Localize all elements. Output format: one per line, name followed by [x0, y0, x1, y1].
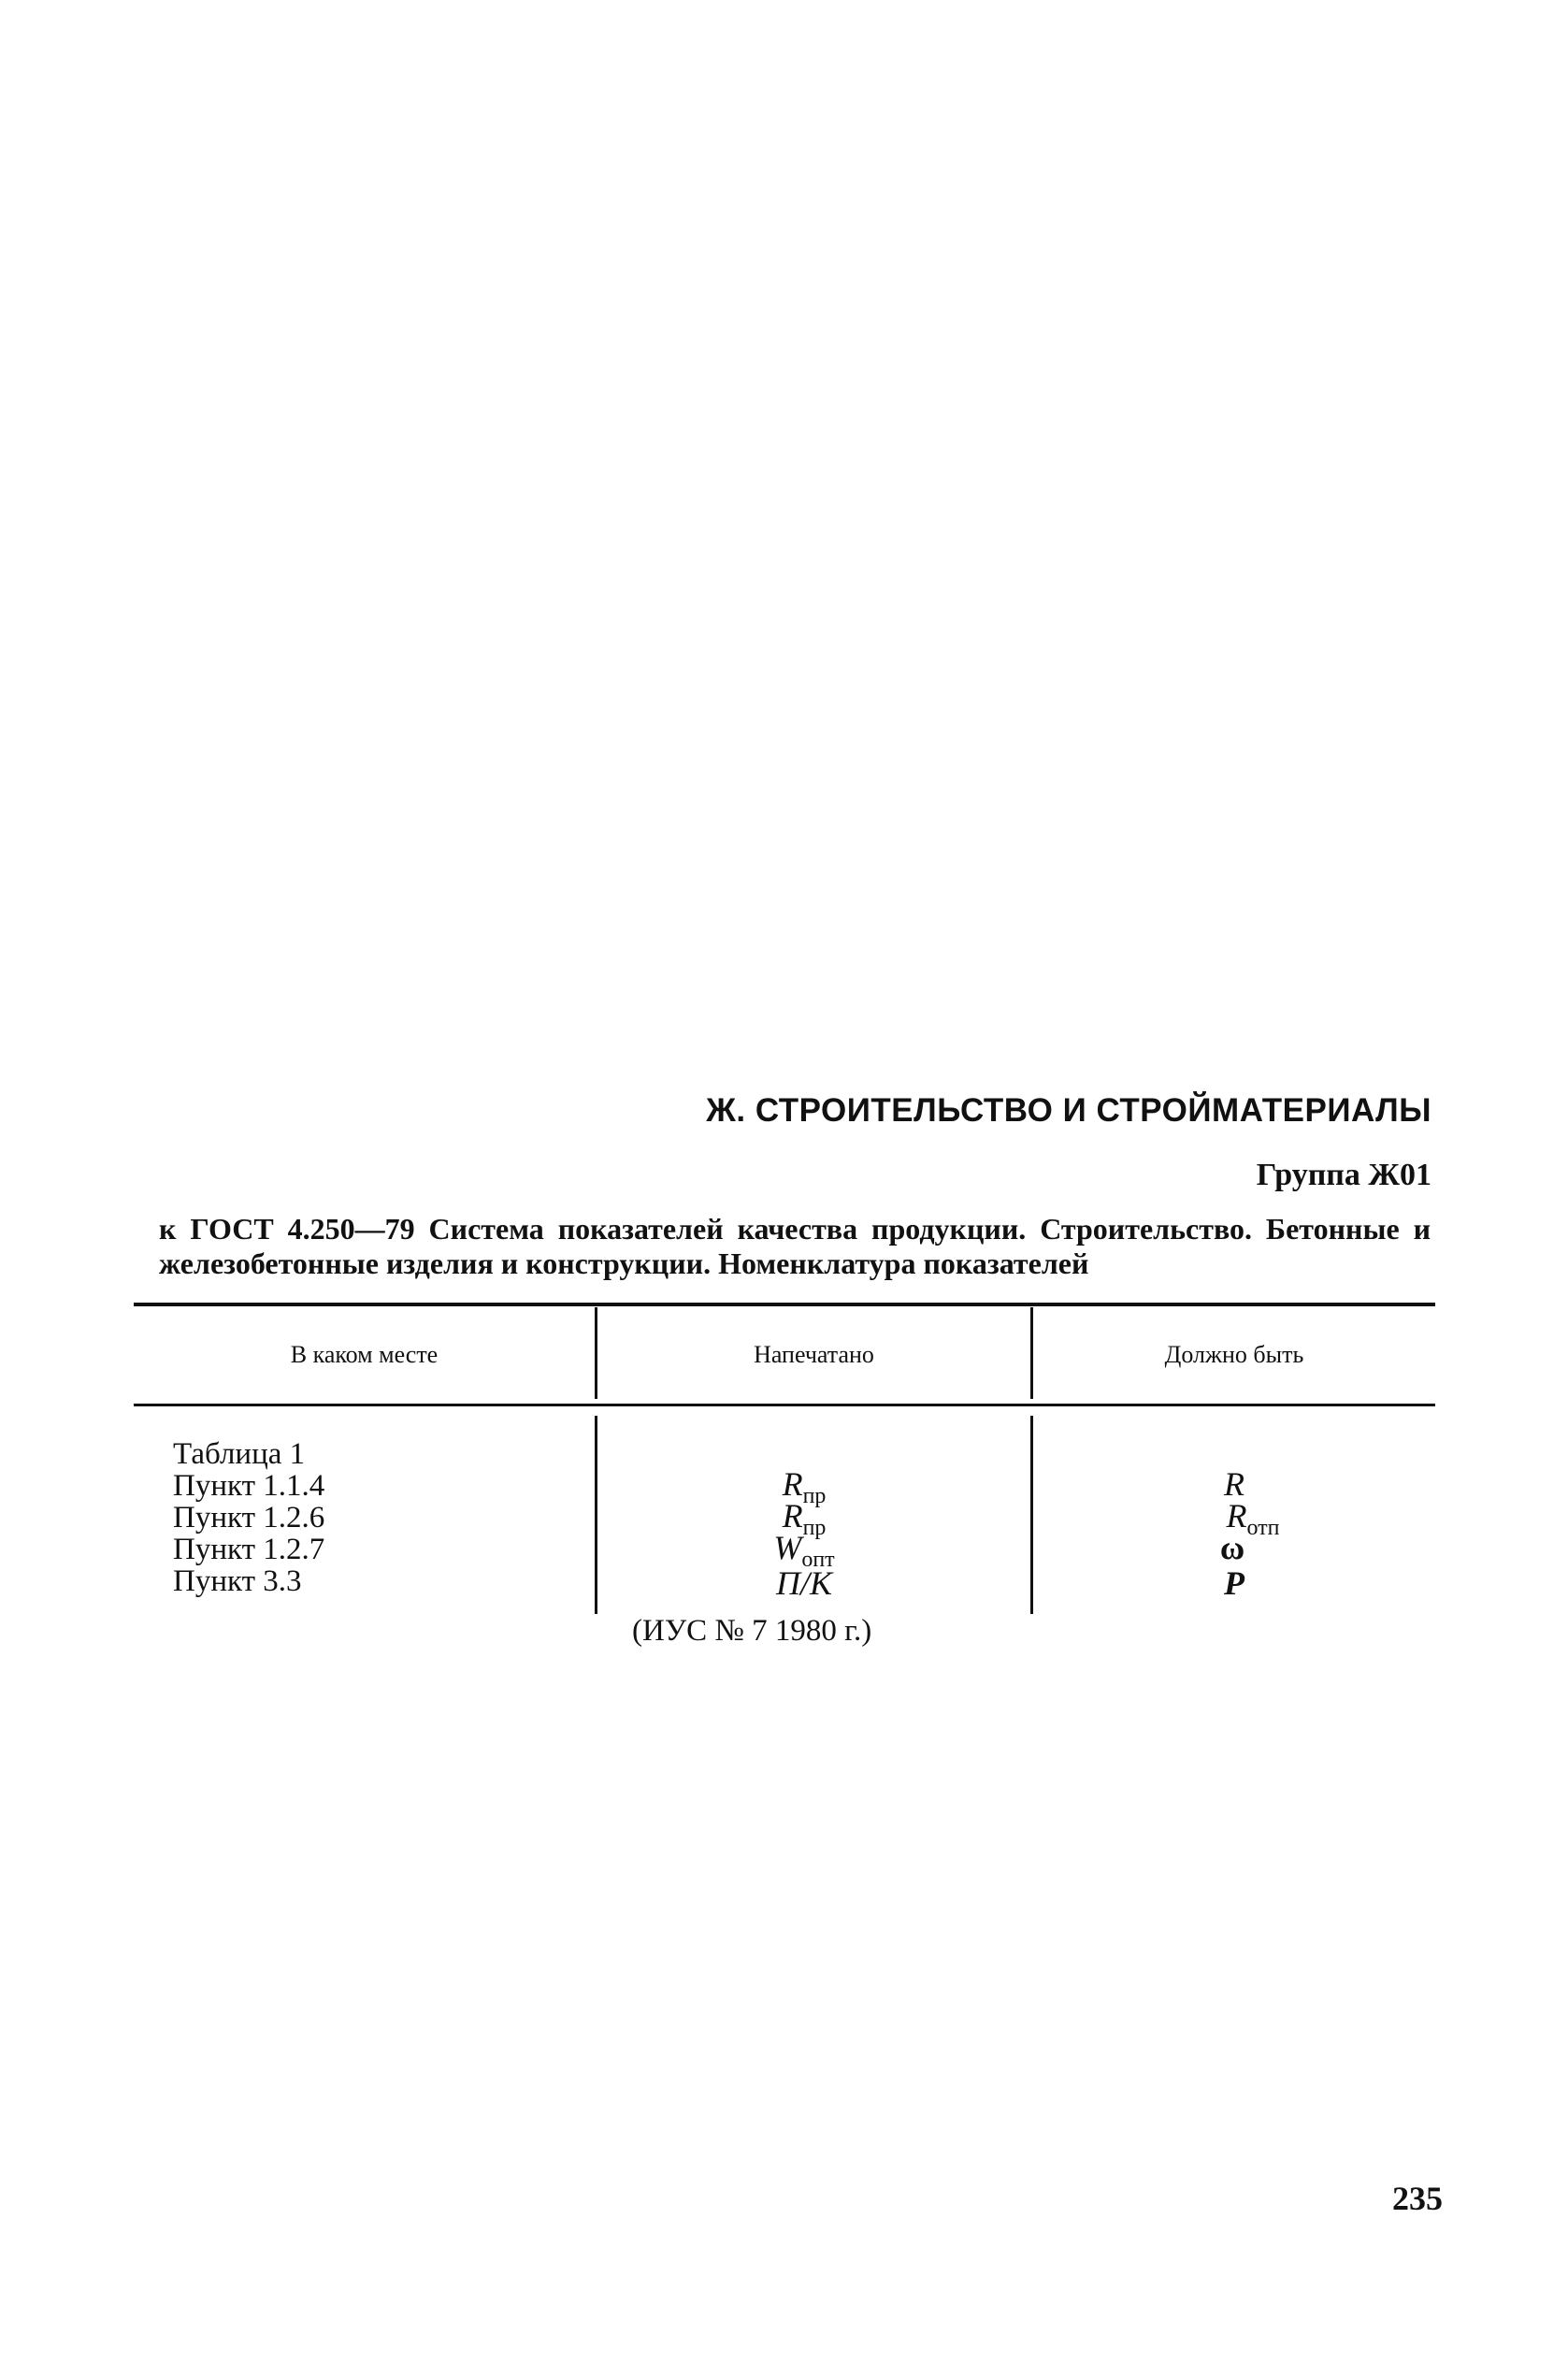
table-row-place: Пункт 3.3	[173, 1564, 302, 1598]
table-row-place: Таблица 1	[173, 1437, 306, 1471]
table-row-should-be: ω	[1219, 1529, 1245, 1566]
group-label: Группа Ж01	[1256, 1158, 1431, 1192]
table-header-printed: Напечатано	[754, 1341, 874, 1368]
table-column-divider-2-body	[1030, 1416, 1033, 1614]
table-row-printed: $W_{опт}$	[773, 1529, 835, 1572]
table-row-printed: П/К	[776, 1564, 832, 1602]
table-row-printed: $R_{пр}$	[782, 1497, 827, 1540]
document-title-text: ГОСТ 4.250—79 Система показателей качества продукции. Строительство. Бетонные и железобетонные изделия и конструкции. Номенклатура показателей	[159, 1212, 1431, 1280]
table-column-divider-1-body	[595, 1416, 597, 1614]
table-row-place: Пункт 1.1.4	[173, 1469, 325, 1503]
document-title-mark: к	[159, 1212, 177, 1246]
table-column-place	[173, 1438, 324, 1597]
table-header-place: В каком месте	[290, 1341, 439, 1368]
table-row-printed: $R_{пр}$	[782, 1465, 827, 1508]
table-row-should-be: P	[1224, 1564, 1244, 1602]
table-row-should-be: R	[1224, 1465, 1244, 1503]
page-number: 235	[1392, 2180, 1443, 2217]
table-header-rule	[134, 1404, 1435, 1406]
table-top-rule	[134, 1303, 1435, 1306]
document-title	[159, 1212, 1431, 1281]
table-header-should-be: Должно быть	[1164, 1341, 1304, 1368]
source-note: (ИУС № 7 1980 г.)	[632, 1614, 872, 1648]
table-row-should-be: $R_{отп}$	[1226, 1497, 1280, 1540]
table-row-place: Пункт 1.2.6	[173, 1501, 325, 1535]
table-row-place: Пункт 1.2.7	[173, 1533, 325, 1566]
section-heading: Ж. СТРОИТЕЛЬСТВО И СТРОЙМАТЕРИАЛЫ	[706, 1092, 1431, 1129]
